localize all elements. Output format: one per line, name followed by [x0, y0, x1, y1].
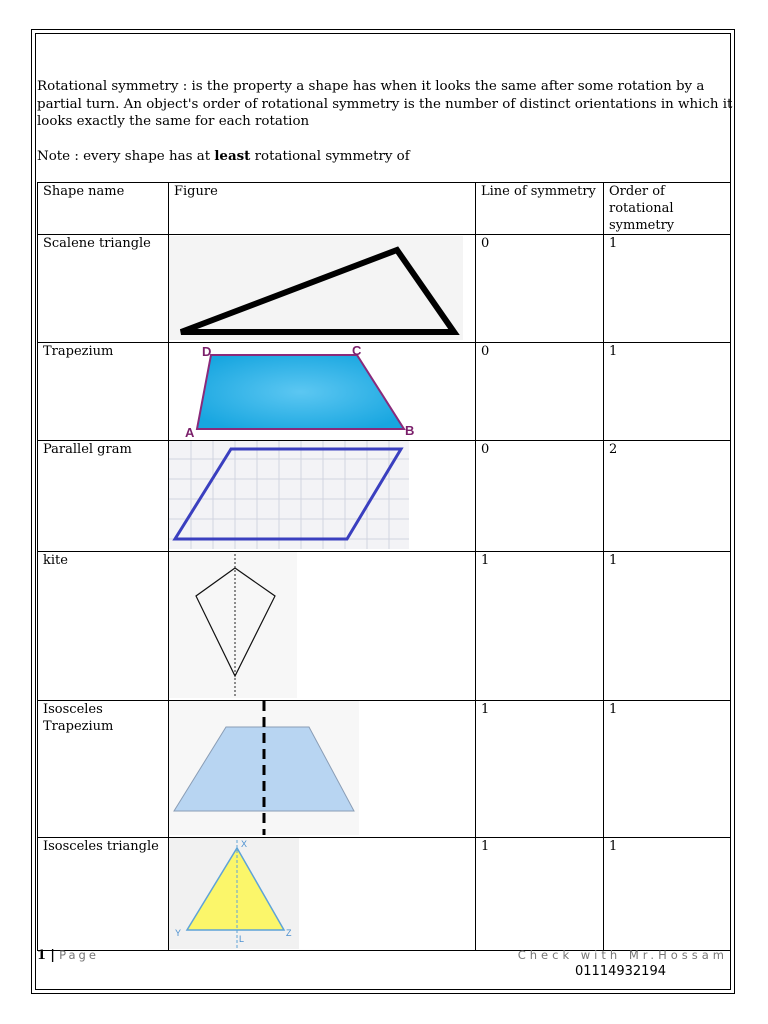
vertex-label-x: X: [241, 839, 248, 849]
figure-cell: [169, 838, 476, 951]
figure-cell: [169, 343, 476, 441]
table-row: [38, 235, 731, 343]
order-cell: 2: [604, 441, 731, 552]
table-row: [38, 701, 731, 838]
vertex-label-l: L: [239, 934, 245, 944]
shape-name-cell: kite: [38, 552, 169, 701]
isosceles-trapezium-figure: [169, 701, 369, 837]
header-shape-name: Shape name: [38, 183, 169, 235]
isosceles-triangle-figure: [169, 838, 309, 950]
figure-cell: [169, 235, 476, 343]
page-number: 1 | Page: [37, 948, 99, 963]
header-order: Order of rotational symmetry: [604, 183, 731, 235]
figure-cell: [169, 441, 476, 552]
vertex-label-z: Z: [286, 928, 292, 938]
vertex-label-d: D: [202, 344, 212, 359]
lines-cell: 1: [476, 552, 604, 701]
header-figure: Figure: [169, 183, 476, 235]
scalene-triangle-figure: [169, 235, 469, 342]
symmetry-table: [37, 182, 731, 951]
shape-name-cell: Trapezium: [38, 343, 169, 441]
vertex-label-a: A: [185, 425, 195, 440]
shape-name-cell: Isosceles Trapezium: [38, 701, 169, 838]
figure-cell: [169, 701, 476, 838]
note-line: Note : every shape has at least rotational symmetry of: [37, 148, 410, 164]
shape-name-cell: Scalene triangle: [38, 235, 169, 343]
lines-cell: 1: [476, 838, 604, 951]
order-cell: 1: [604, 343, 731, 441]
shape-name-cell: Parallel gram: [38, 441, 169, 552]
vertex-label-b: B: [405, 423, 415, 438]
table-row: [38, 343, 731, 441]
table-header-row: [38, 183, 731, 235]
shape-name-cell: Isosceles triangle: [38, 838, 169, 951]
vertex-label-c: C: [352, 343, 362, 358]
lines-cell: 1: [476, 701, 604, 838]
order-cell: 1: [604, 235, 731, 343]
lines-cell: 0: [476, 343, 604, 441]
table-row: [38, 441, 731, 552]
footer-credit: Check with Mr.Hossam: [517, 948, 728, 962]
vertex-label-y: Y: [175, 928, 182, 938]
order-cell: 1: [604, 838, 731, 951]
lines-cell: 0: [476, 235, 604, 343]
trapezium-figure: [169, 343, 429, 440]
parallelogram-figure: [169, 441, 414, 551]
figure-cell: [169, 552, 476, 701]
lines-cell: 0: [476, 441, 604, 552]
header-line-of-symmetry: Line of symmetry: [476, 183, 604, 235]
table-row: [38, 838, 731, 951]
table-row: [38, 552, 731, 701]
footer-phone: 01114932194: [575, 964, 666, 979]
order-cell: 1: [604, 552, 731, 701]
order-cell: 1: [604, 701, 731, 838]
kite-figure: [169, 552, 309, 700]
intro-paragraph: Rotational symmetry : is the property a shape has when it looks the same after some rotation by a partial turn. An object's order of rotational symmetry is the number of distinct orientations in which it looks exactly the same for each rotation: [37, 79, 733, 129]
